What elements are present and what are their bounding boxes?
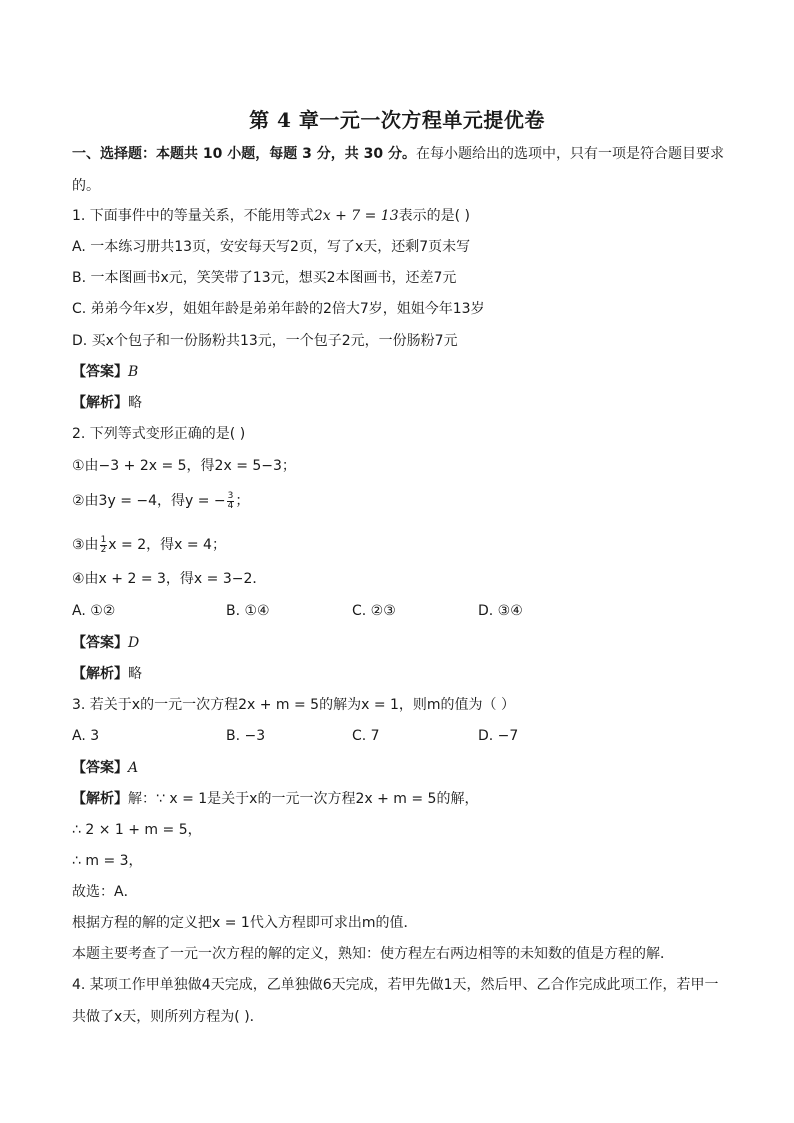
fraction-half: $\frac{1}{2}$ xyxy=(100,534,107,555)
q3-analysis-step-2: ∴ 2 × 1 + m = 5， xyxy=(72,822,202,838)
q2-option-b: B. ①④ xyxy=(226,603,270,619)
q3-answer: 【答案】A xyxy=(72,760,139,776)
q3-analysis-summary: 本题主要考查了一元一次方程的解的定义，熟知：使方程左右两边相等的未知数的值是方程的解． xyxy=(72,946,674,962)
q1-option-a: A. 一本练习册共13页，安安每天写2页，写了x天，还剩7页未写 xyxy=(72,239,471,255)
q1-analysis: 【解析】略 xyxy=(72,395,142,411)
q3-analysis: 【解析】解：∵ x = 1是关于x的一元一次方程2x + m = 5的解， xyxy=(72,791,479,807)
q2-item-3: ③由 $\frac{1}{2}$ x = 2，得x = 4； xyxy=(72,534,226,555)
q3-option-b: B. −3 xyxy=(226,728,266,744)
question-4-stem: 4. 某项工作甲单独做4天完成，乙单独做6天完成，若甲先做1天，然后甲、乙合作完成此项工作，若甲一 xyxy=(72,977,719,993)
q1-option-c: C. 弟弟今年x岁，姐姐年龄是弟弟年龄的2倍大7岁，姐姐今年13岁 xyxy=(72,301,485,317)
q3-analysis-step-3: ∴ m = 3， xyxy=(72,853,143,869)
q2-option-d: D. ③④ xyxy=(478,603,523,619)
section-instruction: 在每小题给出的选项中，只有一项是符合题目要求 xyxy=(415,146,724,162)
section-heading: 一、选择题：本题共 10 小题，每题 3 分，共 30 分。 xyxy=(72,146,416,162)
q1-option-b: B. 一本图画书x元，笑笑带了13元，想买2本图画书，还差7元 xyxy=(72,270,457,286)
q2-item-4: ④由x + 2 = 3，得x = 3−2． xyxy=(72,571,267,587)
question-3-stem: 3. 若关于x的一元一次方程2x + m = 5的解为x = 1，则m的值为（ ） xyxy=(72,697,516,713)
q3-option-d: D. −7 xyxy=(478,728,519,744)
q1-option-d: D. 买x个包子和一份肠粉共13元，一个包子2元，一份肠粉7元 xyxy=(72,333,458,349)
q3-analysis-conclusion: 故选：A． xyxy=(72,884,138,900)
q2-item-1: ①由−3 + 2x = 5，得2x = 5−3； xyxy=(72,458,296,474)
q2-analysis: 【解析】略 xyxy=(72,666,142,682)
question-4-stem-cont: 共做了x天，则所列方程为( )． xyxy=(72,1009,264,1025)
q2-option-c: C. ②③ xyxy=(352,603,396,619)
q3-option-c: C. 7 xyxy=(352,728,380,744)
q2-item-2: ②由3y = −4，得y = − $\frac{3}{4}$ ； xyxy=(72,490,250,511)
q2-option-a: A. ①② xyxy=(72,603,116,619)
question-2-stem: 2. 下列等式变形正确的是( ) xyxy=(72,426,246,442)
fraction: $\frac{3}{4}$ xyxy=(227,490,234,511)
page-title: 第 4 章一元一次方程单元提优卷 xyxy=(249,108,545,132)
question-1-stem: 1. 下面事件中的等量关系，不能用等式2x + 7 = 13表示的是( ) xyxy=(72,208,470,224)
q3-analysis-method: 根据方程的解的定义把x = 1代入方程即可求出m的值． xyxy=(72,915,418,931)
section-heading-line xyxy=(72,144,724,164)
q3-option-a: A. 3 xyxy=(72,728,100,744)
q1-answer: 【答案】B xyxy=(72,364,139,380)
section-instruction-cont: 的。 xyxy=(72,178,100,194)
q1-equation: 2x + 7 = 13 xyxy=(313,208,399,224)
q2-answer: 【答案】D xyxy=(72,635,140,651)
